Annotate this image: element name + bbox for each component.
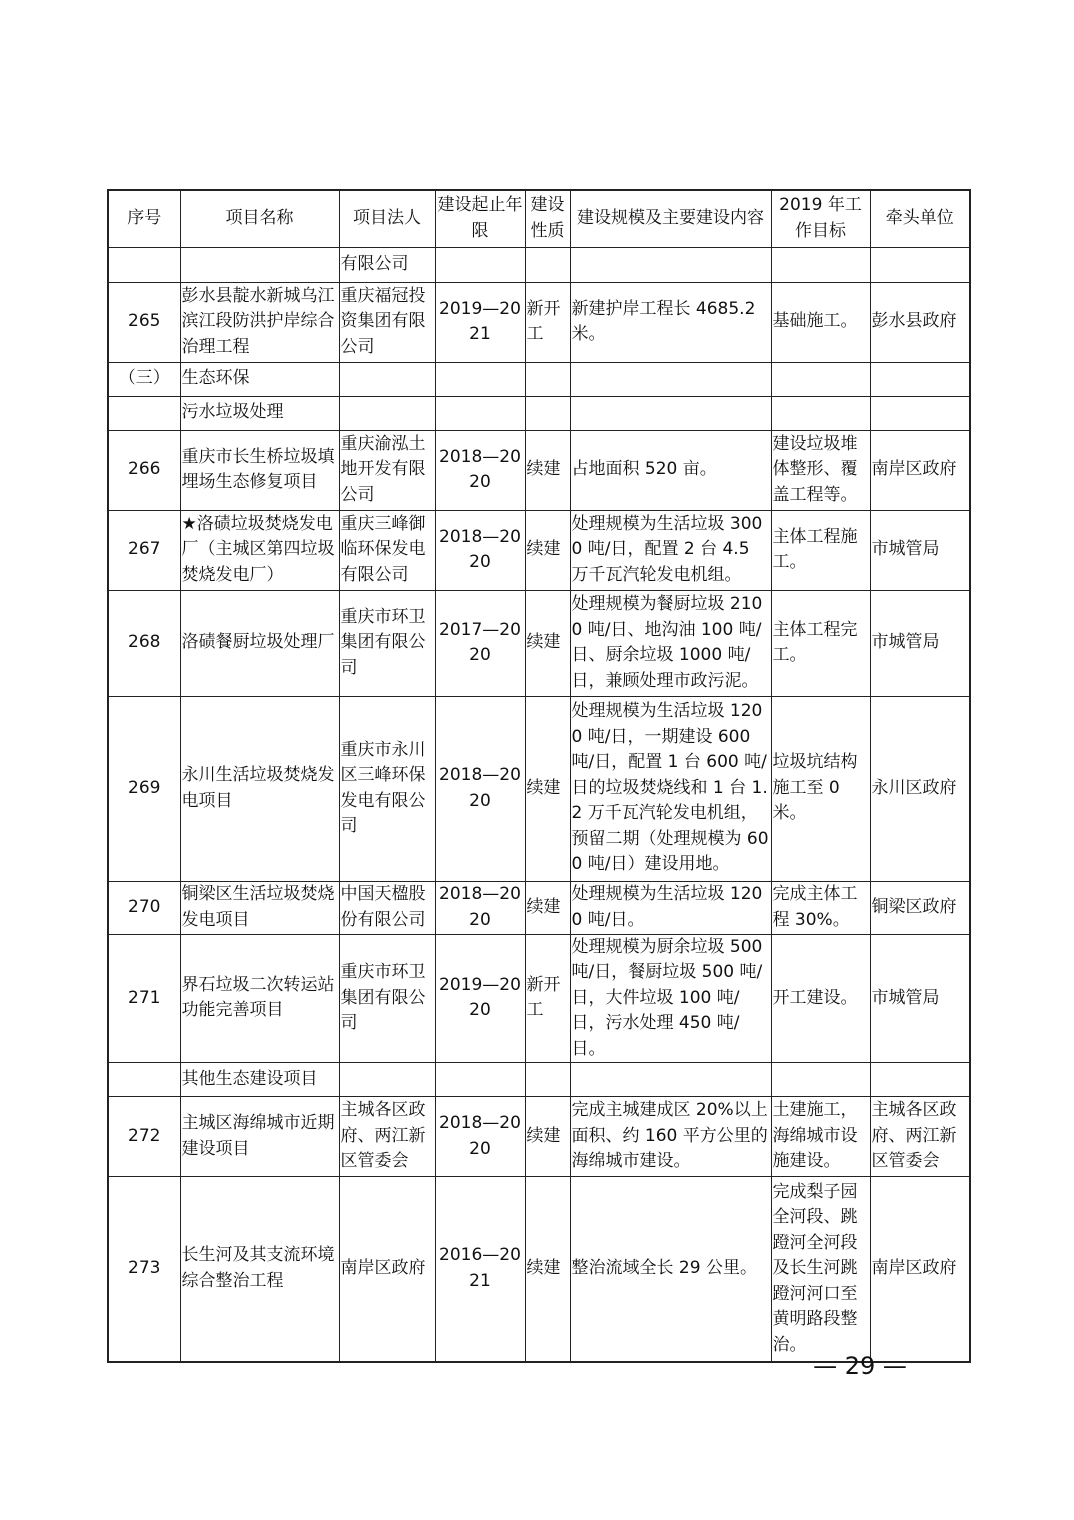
row-number-cell: 269 <box>108 696 180 881</box>
construction-period-cell: 2018—2020 <box>435 510 525 590</box>
legal-entity-cell: 重庆市环卫集团有限公司 <box>339 934 435 1063</box>
project-table <box>107 189 971 1363</box>
row-number-cell <box>108 247 180 282</box>
project-name-cell: 铜梁区生活垃圾焚烧发电项目 <box>180 881 339 934</box>
work-target-cell: 主体工程施工。 <box>771 510 870 590</box>
project-name-cell: 界石垃圾二次转运站功能完善项目 <box>180 934 339 1063</box>
construction-content-cell: 占地面积 520 亩。 <box>570 430 771 510</box>
project-name-cell: 洛碛餐厨垃圾处理厂 <box>180 590 339 696</box>
construction-nature-cell: 续建 <box>525 590 570 696</box>
construction-content-cell: 处理规模为生活垃圾 1200 吨/日，一期建设 600 吨/日，配置 1 台 600 吨/日的垃圾焚烧线和 1 台 1.2 万千瓦汽轮发电机组，预留二期（处理规模为 600 吨/日）建设用地。 <box>570 696 771 881</box>
legal-entity-cell: 重庆三峰御临环保发电有限公司 <box>339 510 435 590</box>
table-row <box>108 282 970 362</box>
lead-unit-cell: 彭水县政府 <box>870 282 970 362</box>
construction-nature-cell <box>525 247 570 282</box>
lead-unit-cell: 主城各区政府、两江新区管委会 <box>870 1097 970 1177</box>
construction-content-cell <box>570 1063 771 1097</box>
work-target-cell: 土建施工，海绵城市设施建设。 <box>771 1097 870 1177</box>
construction-content-cell: 新建护岸工程长 4685.2 米。 <box>570 282 771 362</box>
table-row <box>108 696 970 881</box>
construction-nature-cell: 续建 <box>525 430 570 510</box>
legal-entity-cell: 有限公司 <box>339 247 435 282</box>
project-name-cell: 生态环保 <box>180 362 339 396</box>
table-row <box>108 1177 970 1362</box>
page-number: — 29 — <box>813 1352 907 1380</box>
project-name-cell: 污水垃圾处理 <box>180 396 339 430</box>
construction-period-cell: 2018—2020 <box>435 696 525 881</box>
row-number-cell: 268 <box>108 590 180 696</box>
construction-period-cell: 2019—2021 <box>435 282 525 362</box>
legal-entity-cell: 主城各区政府、两江新区管委会 <box>339 1097 435 1177</box>
legal-entity-cell <box>339 1063 435 1097</box>
construction-nature-cell <box>525 396 570 430</box>
header-cell: 2019 年工作目标 <box>771 190 870 247</box>
construction-nature-cell: 续建 <box>525 510 570 590</box>
legal-entity-cell <box>339 396 435 430</box>
header-cell: 建设起止年限 <box>435 190 525 247</box>
table-header-row <box>108 190 970 247</box>
table-row <box>108 1063 970 1097</box>
table-row <box>108 396 970 430</box>
work-target-cell <box>771 396 870 430</box>
table-row <box>108 510 970 590</box>
legal-entity-cell: 重庆福冠投资集团有限公司 <box>339 282 435 362</box>
table-row <box>108 430 970 510</box>
construction-content-cell <box>570 247 771 282</box>
construction-content-cell <box>570 396 771 430</box>
project-name-cell: ★洛碛垃圾焚烧发电厂（主城区第四垃圾焚烧发电厂） <box>180 510 339 590</box>
lead-unit-cell: 市城管局 <box>870 934 970 1063</box>
lead-unit-cell: 永川区政府 <box>870 696 970 881</box>
construction-period-cell <box>435 396 525 430</box>
construction-nature-cell: 新开工 <box>525 282 570 362</box>
header-cell: 项目法人 <box>339 190 435 247</box>
lead-unit-cell: 南岸区政府 <box>870 430 970 510</box>
legal-entity-cell: 中国天楹股份有限公司 <box>339 881 435 934</box>
project-name-cell: 彭水县靛水新城乌江滨江段防洪护岸综合治理工程 <box>180 282 339 362</box>
work-target-cell <box>771 362 870 396</box>
construction-content-cell: 完成主城建成区 20%以上面积、约 160 平方公里的海绵城市建设。 <box>570 1097 771 1177</box>
lead-unit-cell: 南岸区政府 <box>870 1177 970 1362</box>
construction-content-cell <box>570 362 771 396</box>
project-name-cell: 长生河及其支流环境综合整治工程 <box>180 1177 339 1362</box>
construction-content-cell: 处理规模为厨余垃圾 500 吨/日，餐厨垃圾 500 吨/日，大件垃圾 100 吨/日，污水处理 450 吨/日。 <box>570 934 771 1063</box>
work-target-cell <box>771 1063 870 1097</box>
table-row <box>108 881 970 934</box>
work-target-cell: 完成主体工程 30%。 <box>771 881 870 934</box>
lead-unit-cell <box>870 396 970 430</box>
construction-period-cell <box>435 362 525 396</box>
construction-nature-cell: 续建 <box>525 881 570 934</box>
legal-entity-cell: 南岸区政府 <box>339 1177 435 1362</box>
table-row <box>108 934 970 1063</box>
row-number-cell: 273 <box>108 1177 180 1362</box>
row-number-cell: 271 <box>108 934 180 1063</box>
construction-period-cell <box>435 247 525 282</box>
lead-unit-cell: 市城管局 <box>870 510 970 590</box>
construction-content-cell: 处理规模为生活垃圾 1200 吨/日。 <box>570 881 771 934</box>
construction-period-cell: 2016—2021 <box>435 1177 525 1362</box>
row-number-cell: 266 <box>108 430 180 510</box>
construction-content-cell: 处理规模为餐厨垃圾 2100 吨/日、地沟油 100 吨/日、厨余垃圾 1000 吨/日，兼顾处理市政污泥。 <box>570 590 771 696</box>
row-number-cell <box>108 396 180 430</box>
header-cell: 建设规模及主要建设内容 <box>570 190 771 247</box>
construction-nature-cell: 续建 <box>525 696 570 881</box>
construction-period-cell <box>435 1063 525 1097</box>
row-number-cell: 272 <box>108 1097 180 1177</box>
construction-period-cell: 2018—2020 <box>435 1097 525 1177</box>
construction-content-cell: 处理规模为生活垃圾 3000 吨/日，配置 2 台 4.5 万千瓦汽轮发电机组。 <box>570 510 771 590</box>
legal-entity-cell <box>339 362 435 396</box>
work-target-cell: 主体工程完工。 <box>771 590 870 696</box>
construction-content-cell: 整治流域全长 29 公里。 <box>570 1177 771 1362</box>
construction-nature-cell: 新开工 <box>525 934 570 1063</box>
work-target-cell: 建设垃圾堆体整形、覆盖工程等。 <box>771 430 870 510</box>
project-name-cell: 重庆市长生桥垃圾填埋场生态修复项目 <box>180 430 339 510</box>
construction-nature-cell: 续建 <box>525 1097 570 1177</box>
legal-entity-cell: 重庆渝泓土地开发有限公司 <box>339 430 435 510</box>
construction-period-cell: 2018—2020 <box>435 430 525 510</box>
project-name-cell: 其他生态建设项目 <box>180 1063 339 1097</box>
project-name-cell: 永川生活垃圾焚烧发电项目 <box>180 696 339 881</box>
construction-nature-cell <box>525 1063 570 1097</box>
work-target-cell <box>771 247 870 282</box>
header-cell: 牵头单位 <box>870 190 970 247</box>
project-table-container <box>107 189 969 1363</box>
header-cell: 建设性质 <box>525 190 570 247</box>
header-cell: 序号 <box>108 190 180 247</box>
construction-period-cell: 2018—2020 <box>435 881 525 934</box>
table-row <box>108 1097 970 1177</box>
table-row <box>108 362 970 396</box>
row-number-cell: 270 <box>108 881 180 934</box>
lead-unit-cell: 铜梁区政府 <box>870 881 970 934</box>
lead-unit-cell: 市城管局 <box>870 590 970 696</box>
row-number-cell: 265 <box>108 282 180 362</box>
construction-nature-cell: 续建 <box>525 1177 570 1362</box>
lead-unit-cell <box>870 362 970 396</box>
legal-entity-cell: 重庆市环卫集团有限公司 <box>339 590 435 696</box>
table-body <box>108 247 970 1362</box>
table-row <box>108 247 970 282</box>
work-target-cell: 垃圾坑结构施工至 0 米。 <box>771 696 870 881</box>
legal-entity-cell: 重庆市永川区三峰环保发电有限公司 <box>339 696 435 881</box>
row-number-cell: 267 <box>108 510 180 590</box>
project-name-cell <box>180 247 339 282</box>
work-target-cell: 基础施工。 <box>771 282 870 362</box>
row-number-cell: （三） <box>108 362 180 396</box>
lead-unit-cell <box>870 1063 970 1097</box>
row-number-cell <box>108 1063 180 1097</box>
construction-period-cell: 2019—2020 <box>435 934 525 1063</box>
header-cell: 项目名称 <box>180 190 339 247</box>
lead-unit-cell <box>870 247 970 282</box>
project-name-cell: 主城区海绵城市近期建设项目 <box>180 1097 339 1177</box>
work-target-cell: 开工建设。 <box>771 934 870 1063</box>
construction-nature-cell <box>525 362 570 396</box>
construction-period-cell: 2017—2020 <box>435 590 525 696</box>
work-target-cell: 完成梨子园全河段、跳蹬河全河段及长生河跳蹬河河口至黄明路段整治。 <box>771 1177 870 1362</box>
table-row <box>108 590 970 696</box>
